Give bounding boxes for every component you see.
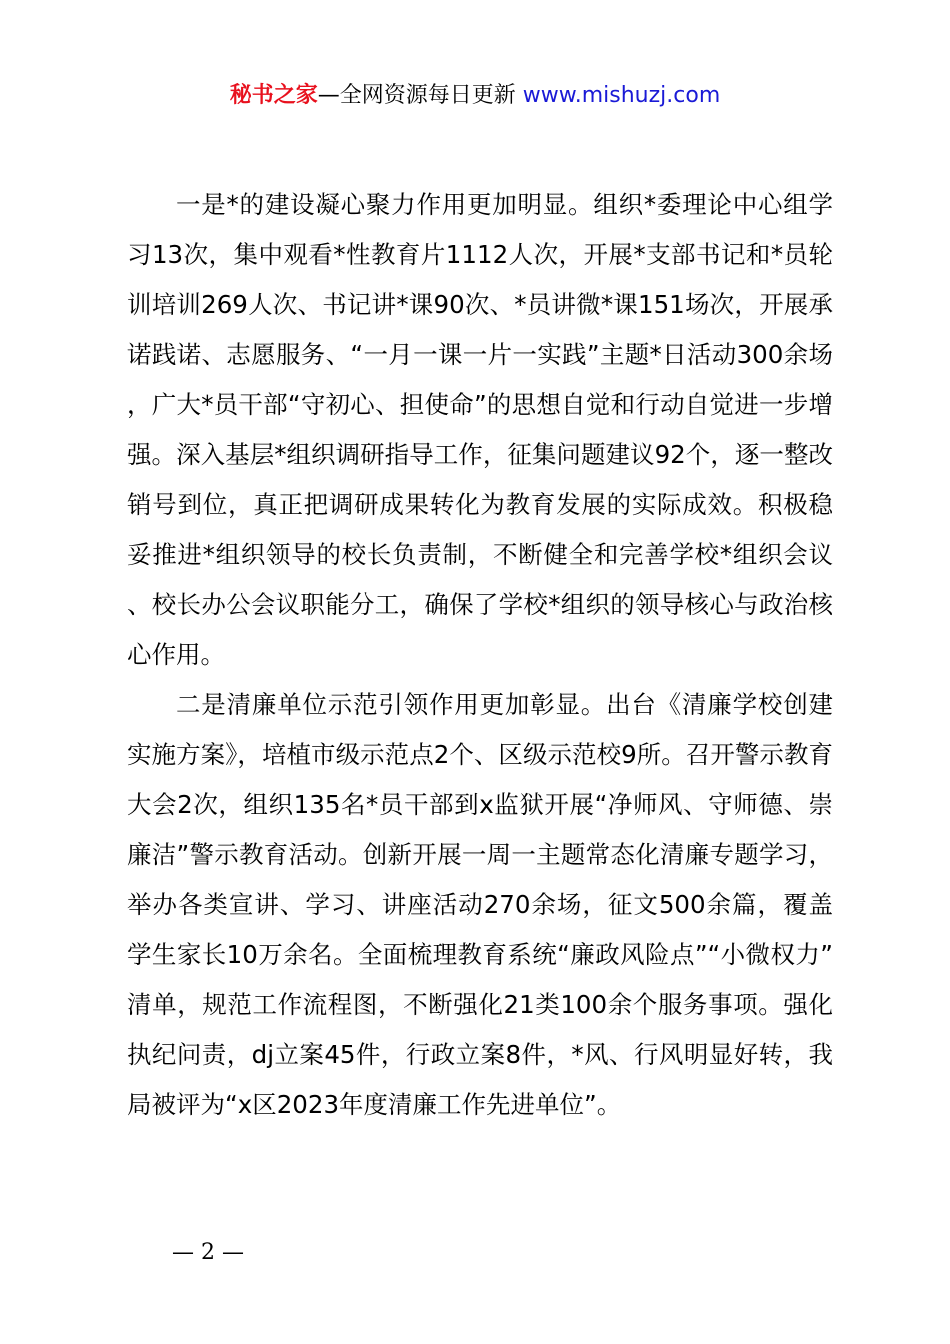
page-number: — 2 — — [172, 1240, 244, 1265]
paragraph-1: 一是*的建设凝心聚力作用更加明显。组织*委理论中心组学习13次，集中观看*性教育片1112人次，开展*支部书记和*员轮训培训269人次、书记讲*课90次、*员讲微*课151场次，开展承诺践诺、志愿服务、“一月一课一片一实践”主题*日活动300余场，广大*员干部“守初心、担使命”的思想自觉和行动自觉进一步增强。深入基层*组织调研指导工作，征集问题建议92个，逐一整改销号到位，真正把调研成果转化为教育发展的实际成效。积极稳妥推进*组织领导的校长负责制，不断健全和完善学校*组织会议、校长办公会议职能分工，确保了学校*组织的领导核心与政治核心作用。 — [127, 190, 833, 669]
document-body — [127, 180, 833, 1130]
brand-name: 秘书之家 — [229, 83, 318, 108]
paragraph-2: 二是清廉单位示范引领作用更加彰显。出台《清廉学校创建实施方案》，培植市级示范点2个、区级示范校9所。召开警示教育大会2次，组织135名*员干部到x监狱开展“净师风、守师德、崇廉洁”警示教育活动。创新开展一周一主题常态化清廉专题学习，举办各类宣讲、学习、讲座活动270余场，征文500余篇，覆盖学生家长10万余名。全面梳理教育系统“廉政风险点”“小微权力”清单，规范工作流程图，不断强化21类100余个服务事项。强化执纪问责，dj立案45件，行政立案8件，*风、行风明显好转，我局被评为“x区2023年度清廉工作先进单位”。 — [127, 690, 833, 1119]
header-slogan: —全网资源每日更新 — [317, 83, 516, 108]
website-url: www.mishuzj.com — [522, 83, 721, 108]
page-header — [0, 80, 950, 112]
